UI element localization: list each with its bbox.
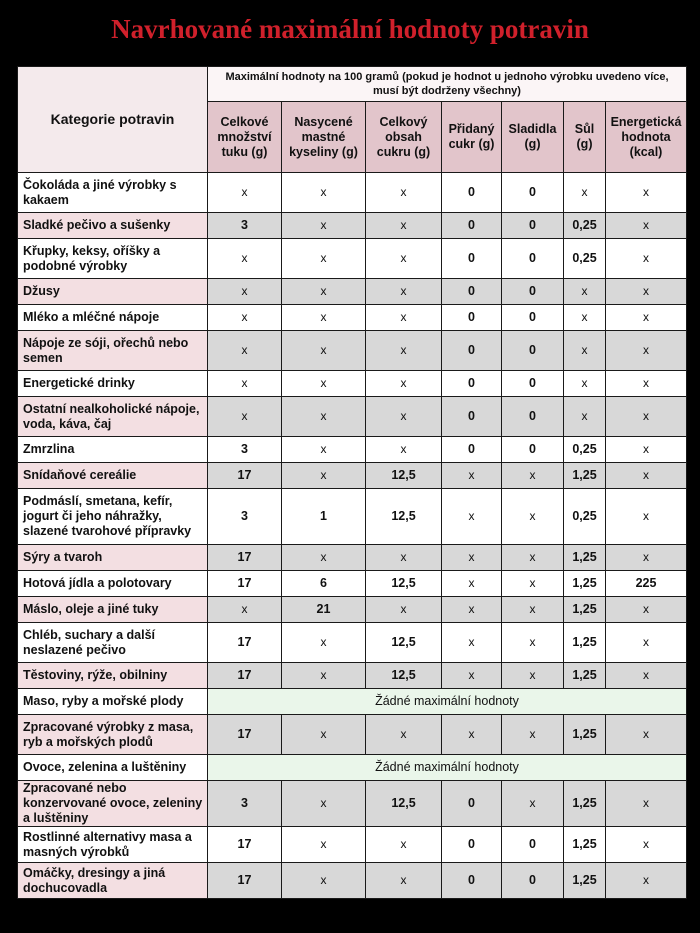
value-cell: 1,25 [564, 863, 606, 899]
value-cell: 0 [442, 371, 502, 397]
value-cell: 12,5 [366, 489, 442, 545]
value-cell: 0 [502, 397, 564, 437]
value-cell: x [366, 331, 442, 371]
value-cell: 0 [442, 239, 502, 279]
value-cell: 6 [282, 571, 366, 597]
row-category: Podmáslí, smetana, kefír, jogurt či jeho náhražky, slazené tvarohové přípravky [18, 489, 208, 545]
value-cell: 0 [442, 863, 502, 899]
column-header-salt: Sůl (g) [564, 102, 606, 173]
value-cell: x [606, 545, 687, 571]
value-cell: x [282, 663, 366, 689]
value-cell: 12,5 [366, 781, 442, 827]
row-category: Rostlinné alternativy masa a masných výrobků [18, 827, 208, 863]
value-cell: x [564, 331, 606, 371]
value-cell: x [208, 331, 282, 371]
value-cell: 17 [208, 827, 282, 863]
value-cell: x [366, 827, 442, 863]
value-cell: x [442, 663, 502, 689]
row-category: Sýry a tvaroh [18, 545, 208, 571]
value-cell: 3 [208, 781, 282, 827]
value-cell: x [606, 781, 687, 827]
table-row [18, 279, 687, 305]
table-row [18, 689, 687, 715]
value-cell: 17 [208, 715, 282, 755]
row-category: Těstoviny, rýže, obilniny [18, 663, 208, 689]
table-row [18, 863, 687, 899]
value-cell: 0 [502, 827, 564, 863]
value-cell: 1,25 [564, 781, 606, 827]
value-cell: 17 [208, 463, 282, 489]
value-cell: x [502, 545, 564, 571]
value-cell: x [366, 305, 442, 331]
value-cell: 0 [502, 213, 564, 239]
value-cell: x [282, 463, 366, 489]
row-category: Hotová jídla a polotovary [18, 571, 208, 597]
value-cell: x [564, 305, 606, 331]
value-cell: 0 [442, 781, 502, 827]
value-cell: x [442, 463, 502, 489]
value-cell: x [442, 489, 502, 545]
no-limit-cell: Žádné maximální hodnoty [208, 689, 687, 715]
value-cell: x [208, 397, 282, 437]
value-cell: 1,25 [564, 571, 606, 597]
value-cell: 12,5 [366, 571, 442, 597]
value-cell: 0 [442, 213, 502, 239]
value-cell: 0 [502, 279, 564, 305]
value-cell: x [282, 623, 366, 663]
value-cell: 1,25 [564, 623, 606, 663]
row-category: Snídaňové cereálie [18, 463, 208, 489]
value-cell: 1,25 [564, 663, 606, 689]
value-cell: x [606, 279, 687, 305]
value-cell: x [366, 279, 442, 305]
value-cell: 17 [208, 545, 282, 571]
value-cell: x [564, 279, 606, 305]
value-cell: 1,25 [564, 597, 606, 623]
value-cell: x [208, 597, 282, 623]
value-cell: x [442, 623, 502, 663]
value-cell: x [606, 239, 687, 279]
table-row [18, 239, 687, 279]
page-title: Navrhované maximální hodnoty potravin [111, 14, 589, 44]
value-cell: x [208, 239, 282, 279]
row-category: Křupky, keksy, oříšky a podobné výrobky [18, 239, 208, 279]
value-cell: x [442, 571, 502, 597]
table-row [18, 463, 687, 489]
table-row [18, 597, 687, 623]
value-cell: x [366, 239, 442, 279]
value-cell: x [282, 331, 366, 371]
row-category: Zmrzlina [18, 437, 208, 463]
value-cell: x [442, 597, 502, 623]
value-cell: x [606, 623, 687, 663]
nutrition-limits-table [17, 66, 687, 899]
value-cell: x [366, 213, 442, 239]
value-cell: 0,25 [564, 239, 606, 279]
value-cell: x [606, 213, 687, 239]
value-cell: 12,5 [366, 463, 442, 489]
value-cell: x [606, 489, 687, 545]
value-cell: x [502, 489, 564, 545]
column-header-added-sugar: Přidaný cukr (g) [442, 102, 502, 173]
table-row [18, 489, 687, 545]
value-cell: 0,25 [564, 437, 606, 463]
value-cell: x [442, 715, 502, 755]
value-cell: x [208, 371, 282, 397]
row-category: Maso, ryby a mořské plody [18, 689, 208, 715]
value-cell: 1,25 [564, 463, 606, 489]
table-row [18, 571, 687, 597]
value-cell: x [564, 397, 606, 437]
row-category: Ostatní nealkoholické nápoje, voda, káva, čaj [18, 397, 208, 437]
value-cell: x [502, 623, 564, 663]
column-header-saturated-fat: Nasycené mastné kyseliny (g) [282, 102, 366, 173]
table-header [18, 67, 687, 173]
row-category: Mléko a mléčné nápoje [18, 305, 208, 331]
value-cell: x [282, 173, 366, 213]
row-category: Sladké pečivo a sušenky [18, 213, 208, 239]
value-cell: x [606, 173, 687, 213]
value-cell: 0 [442, 397, 502, 437]
value-cell: x [502, 571, 564, 597]
value-cell: 3 [208, 437, 282, 463]
table-row [18, 715, 687, 755]
value-cell: x [366, 863, 442, 899]
table-row [18, 371, 687, 397]
value-cell: x [366, 437, 442, 463]
table-row [18, 437, 687, 463]
value-cell: x [366, 173, 442, 213]
value-cell: x [366, 597, 442, 623]
value-cell: 0,25 [564, 213, 606, 239]
value-cell: x [606, 715, 687, 755]
value-cell: 0 [442, 173, 502, 213]
row-category: Energetické drinky [18, 371, 208, 397]
value-cell: x [502, 781, 564, 827]
value-cell: x [282, 213, 366, 239]
value-cell: x [606, 463, 687, 489]
value-cell: 0 [502, 331, 564, 371]
value-cell: x [366, 545, 442, 571]
value-cell: x [282, 545, 366, 571]
value-cell: 3 [208, 213, 282, 239]
value-cell: 1,25 [564, 827, 606, 863]
value-cell: x [606, 305, 687, 331]
value-cell: 0 [442, 305, 502, 331]
column-header-total-sugar: Celkový obsah cukru (g) [366, 102, 442, 173]
value-cell: 17 [208, 623, 282, 663]
row-category: Chléb, suchary a další neslazené pečivo [18, 623, 208, 663]
value-cell: x [606, 663, 687, 689]
value-cell: x [366, 397, 442, 437]
no-limit-cell: Žádné maximální hodnoty [208, 755, 687, 781]
value-cell: 3 [208, 489, 282, 545]
row-category: Omáčky, dresingy a jiná dochucovadla [18, 863, 208, 899]
value-cell: x [366, 715, 442, 755]
row-category: Máslo, oleje a jiné tuky [18, 597, 208, 623]
value-cell: 0,25 [564, 489, 606, 545]
value-cell: x [282, 239, 366, 279]
value-cell: 0 [442, 279, 502, 305]
value-cell: 0 [502, 239, 564, 279]
table-row [18, 827, 687, 863]
value-cell: 21 [282, 597, 366, 623]
table-row [18, 663, 687, 689]
table-row [18, 397, 687, 437]
table-row [18, 545, 687, 571]
value-cell: 0 [442, 331, 502, 371]
value-cell: x [606, 437, 687, 463]
value-cell: x [282, 781, 366, 827]
row-category: Nápoje ze sóji, ořechů nebo semen [18, 331, 208, 371]
value-cell: x [282, 827, 366, 863]
value-cell: 12,5 [366, 663, 442, 689]
value-cell: x [208, 279, 282, 305]
table-body [18, 173, 687, 899]
value-cell: x [282, 437, 366, 463]
table-row [18, 781, 687, 827]
value-cell: 1,25 [564, 545, 606, 571]
column-header-energy: Energetická hodnota (kcal) [606, 102, 687, 173]
value-cell: x [442, 545, 502, 571]
value-cell: 0 [442, 437, 502, 463]
value-cell: 17 [208, 663, 282, 689]
value-cell: x [282, 715, 366, 755]
value-cell: 0 [502, 305, 564, 331]
value-cell: x [366, 371, 442, 397]
value-cell: 0 [502, 371, 564, 397]
row-category: Čokoláda a jiné výrobky s kakaem [18, 173, 208, 213]
value-cell: 0 [502, 863, 564, 899]
column-header-total-fat: Celkové množství tuku (g) [208, 102, 282, 173]
value-cell: x [208, 305, 282, 331]
table-row [18, 331, 687, 371]
value-cell: x [564, 173, 606, 213]
value-cell: 1 [282, 489, 366, 545]
value-cell: x [502, 597, 564, 623]
value-cell: x [502, 663, 564, 689]
table-row [18, 755, 687, 781]
value-cell: x [564, 371, 606, 397]
value-cell: 0 [502, 173, 564, 213]
row-category: Džusy [18, 279, 208, 305]
value-cell: 1,25 [564, 715, 606, 755]
value-cell: x [502, 463, 564, 489]
category-column-header: Kategorie potravin [18, 67, 208, 173]
row-category: Zpracované nebo konzervované ovoce, zeleniny a luštěniny [18, 781, 208, 827]
value-cell: x [606, 371, 687, 397]
value-cell: 225 [606, 571, 687, 597]
row-category: Ovoce, zelenina a luštěniny [18, 755, 208, 781]
value-cell: x [606, 827, 687, 863]
value-cell: x [282, 397, 366, 437]
value-cell: x [606, 331, 687, 371]
table-row [18, 623, 687, 663]
row-category: Zpracované výrobky z masa, ryb a mořských plodů [18, 715, 208, 755]
table-row [18, 173, 687, 213]
value-cell: x [606, 863, 687, 899]
value-cell: 0 [502, 437, 564, 463]
value-cell: x [282, 279, 366, 305]
value-cell: 12,5 [366, 623, 442, 663]
value-cell: x [208, 173, 282, 213]
value-cell: x [502, 715, 564, 755]
table-row [18, 213, 687, 239]
value-cell: x [282, 863, 366, 899]
value-cell: x [282, 371, 366, 397]
column-header-sweeteners: Sladidla (g) [502, 102, 564, 173]
value-cell: 0 [442, 827, 502, 863]
value-cell: x [282, 305, 366, 331]
table-row [18, 305, 687, 331]
value-cell: 17 [208, 863, 282, 899]
value-cell: x [606, 597, 687, 623]
value-cell: 17 [208, 571, 282, 597]
max-values-group-header: Maximální hodnoty na 100 gramů (pokud je hodnot u jednoho výrobku uvedeno více, musí být dodrženy všechny) [208, 67, 687, 102]
value-cell: x [606, 397, 687, 437]
